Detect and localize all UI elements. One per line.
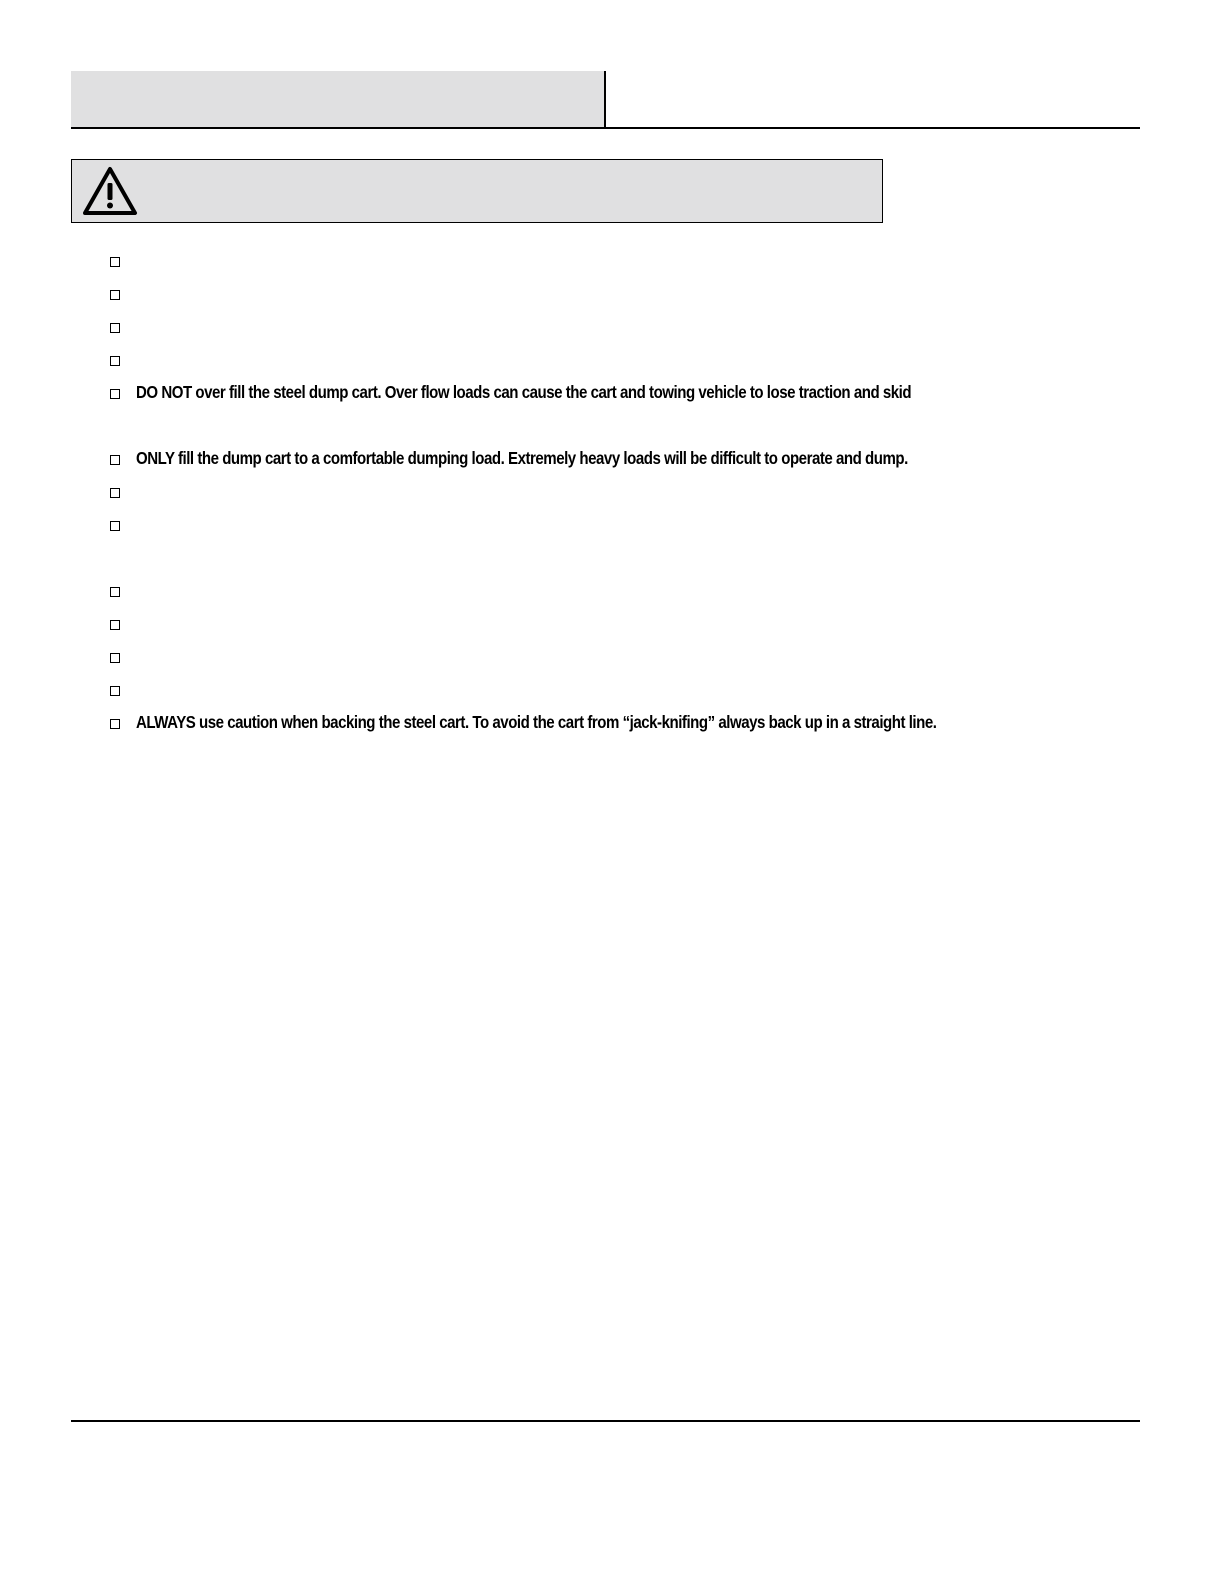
list-item <box>110 446 1140 479</box>
checkbox-icon <box>110 620 120 630</box>
list-item <box>110 281 1140 314</box>
list-item <box>110 380 1140 446</box>
footer-rule <box>71 1420 1140 1422</box>
checkbox-icon <box>110 653 120 663</box>
header-title-box <box>71 71 606 128</box>
list-item <box>110 644 1140 677</box>
list-item <box>110 479 1140 512</box>
warning-banner <box>71 159 883 223</box>
checkbox-icon <box>110 587 120 597</box>
list-item <box>110 248 1140 281</box>
list-item-text: DO NOT over fill the steel dump cart. Over flow loads can cause the cart and towing vehicle to lose traction and skid <box>136 382 912 402</box>
checkbox-icon <box>110 488 120 498</box>
checkbox-icon <box>110 356 120 366</box>
checkbox-icon <box>110 290 120 300</box>
list-item <box>110 314 1140 347</box>
safety-list <box>110 248 1140 743</box>
list-item <box>110 578 1140 611</box>
checkbox-icon <box>110 521 120 531</box>
checkbox-icon <box>110 257 120 267</box>
checkbox-icon <box>110 686 120 696</box>
header-rule <box>71 127 1140 129</box>
checkbox-icon <box>110 719 120 729</box>
list-item-text: ONLY fill the dump cart to a comfortable dumping load. Extremely heavy loads will be difficult to operate and dump. <box>136 448 908 468</box>
list-item-text: ALWAYS use caution when backing the steel cart. To avoid the cart from “jack-knifing” always back up in a straight line. <box>136 712 937 732</box>
list-item <box>110 347 1140 380</box>
list-item <box>110 710 1140 743</box>
checkbox-icon <box>110 323 120 333</box>
list-item <box>110 677 1140 710</box>
list-item <box>110 611 1140 644</box>
header-divider <box>604 71 606 129</box>
checkbox-icon <box>110 389 120 399</box>
warning-triangle-icon <box>82 166 138 217</box>
checkbox-icon <box>110 455 120 465</box>
list-item <box>110 512 1140 578</box>
